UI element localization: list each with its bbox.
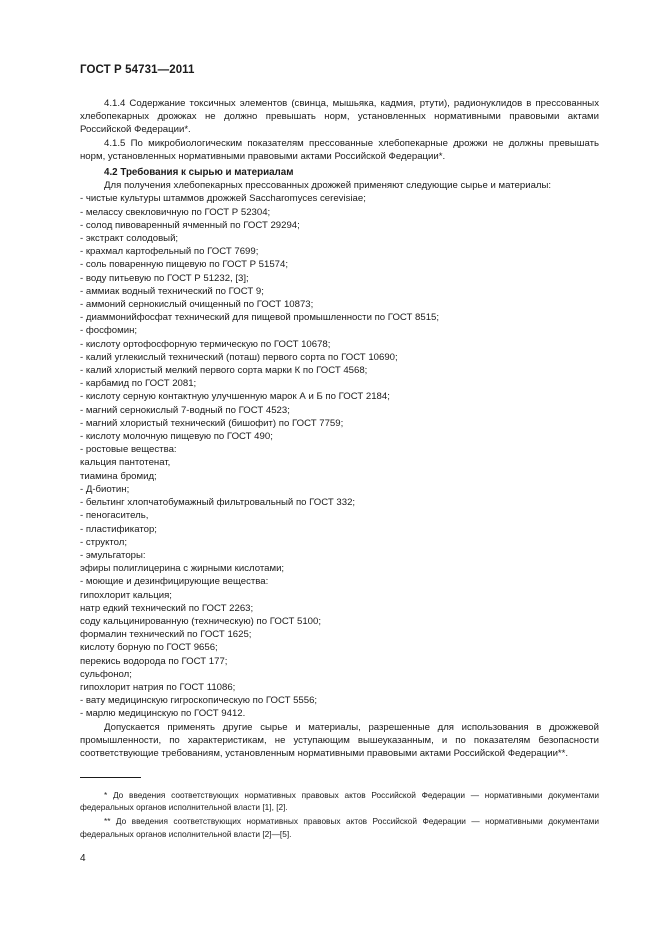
page-number: 4 — [80, 853, 86, 864]
list-item: кислоту борную по ГОСТ 9656; — [80, 642, 218, 654]
section-heading: 4.2 Требования к сырью и материалам — [104, 167, 294, 179]
list-item: - аммоний сернокислый очищенный по ГОСТ 10873; — [80, 299, 314, 311]
list-item: - структол; — [80, 536, 128, 548]
list-item: - диаммонийфосфат технический для пищевой промышленности по ГОСТ 8515; — [80, 312, 440, 324]
list-item: - магний хлористый технический (бишофит) по ГОСТ 7759; — [80, 417, 344, 429]
footnote-1: * До введения соответствующих нормативных правовых актов Российской Федерации — нормативными документами федеральных органов исполнительной власти [1], [2]. — [80, 790, 599, 813]
list-item: - воду питьевую по ГОСТ Р 51232, [3]; — [80, 272, 249, 284]
list-intro: Для получения хлебопекарных прессованных дрожжей применяют следующие сырье и материалы: — [104, 180, 552, 192]
list-item: - ростовые вещества: — [80, 444, 177, 456]
list-item: - моющие и дезинфицирующие вещества: — [80, 576, 269, 588]
list-item: - фосфомин; — [80, 325, 138, 337]
list-item: - Д-биотин; — [80, 483, 130, 495]
footnotes — [80, 789, 599, 842]
paragraph-4-1-4: 4.1.4 Содержание токсичных элементов (свинца, мышьяка, кадмия, ртути), радионуклидов в прессованных хлебопекарных дрожжах не должно превышать норм, установленных нормативными правовыми актами Российской Федерации*. — [80, 98, 599, 136]
list-item: - экстракт солодовый; — [80, 233, 179, 245]
list-item: гипохлорит кальция; — [80, 589, 172, 601]
document-body — [80, 97, 599, 760]
list-item: - крахмал картофельный по ГОСТ 7699; — [80, 246, 259, 258]
list-item: формалин технический по ГОСТ 1625; — [80, 629, 252, 641]
materials-list — [80, 192, 599, 720]
list-item: сульфонол; — [80, 668, 132, 680]
list-item: эфиры полиглицерина с жирными кислотами; — [80, 563, 285, 575]
list-item: - соль поваренную пищевую по ГОСТ Р 51574; — [80, 259, 289, 271]
list-item: тиамина бромид; — [80, 470, 157, 482]
list-item: гипохлорит натрия по ГОСТ 11086; — [80, 681, 236, 693]
list-item: натр едкий технический по ГОСТ 2263; — [80, 602, 254, 614]
list-item: - кислоту молочную пищевую по ГОСТ 490; — [80, 431, 273, 443]
list-item: - эмульгаторы: — [80, 549, 146, 561]
list-item: - вату медицинскую гигроскопическую по ГОСТ 5556; — [80, 695, 318, 707]
list-item: - калий углекислый технический (поташ) первого сорта по ГОСТ 10690; — [80, 351, 398, 363]
list-item: - мелассу свекловичную по ГОСТ Р 52304; — [80, 206, 271, 218]
list-item: - пеногаситель, — [80, 510, 149, 522]
list-item: - карбамид по ГОСТ 2081; — [80, 378, 197, 390]
list-item: - аммиак водный технический по ГОСТ 9; — [80, 285, 264, 297]
list-item: - магний сернокислый 7-водный по ГОСТ 4523; — [80, 404, 290, 416]
list-item: - бельтинг хлопчатобумажный фильтровальный по ГОСТ 332; — [80, 497, 356, 509]
list-item: соду кальцинированную (техническую) по ГОСТ 5100; — [80, 615, 321, 627]
list-item: - пластификатор; — [80, 523, 157, 535]
list-item: перекись водорода по ГОСТ 177; — [80, 655, 228, 667]
list-item: - солод пивоваренный ячменный по ГОСТ 29294; — [80, 219, 300, 231]
paragraph-4-1-5: 4.1.5 По микробиологическим показателям прессованные хлебопекарные дрожжи не должны превышать норм, установленных нормативными правовыми актами Российской Федерации*. — [80, 137, 599, 162]
footnote-2: ** До введения соответствующих нормативных правовых актов Российской Федерации — нормативными документами федеральных органов исполнительной власти [2]—[5]. — [80, 816, 599, 839]
closing-paragraph: Допускается применять другие сырье и материалы, разрешенные для использования в дрожжевой промышленности, по характеристикам, не уступающим вышеуказанным, и по показателям безопасности соответствующие требованиям, установленным нормативными правовыми актами Российской Федерации**. — [80, 721, 599, 759]
list-item: - чистые культуры штаммов дрожжей Saccharomyces cerevisiae; — [80, 193, 366, 205]
list-item: - кислоту серную контактную улучшенную марок А и Б по ГОСТ 2184; — [80, 391, 390, 403]
list-item: кальция пантотенат, — [80, 457, 171, 469]
footnote-divider — [80, 777, 141, 778]
list-item: - марлю медицинскую по ГОСТ 9412. — [80, 708, 246, 720]
list-item: - калий хлористый мелкий первого сорта марки К по ГОСТ 4568; — [80, 365, 368, 377]
document-header: ГОСТ Р 54731—2011 — [80, 64, 195, 76]
list-item: - кислоту ортофосфорную термическую по ГОСТ 10678; — [80, 338, 331, 350]
